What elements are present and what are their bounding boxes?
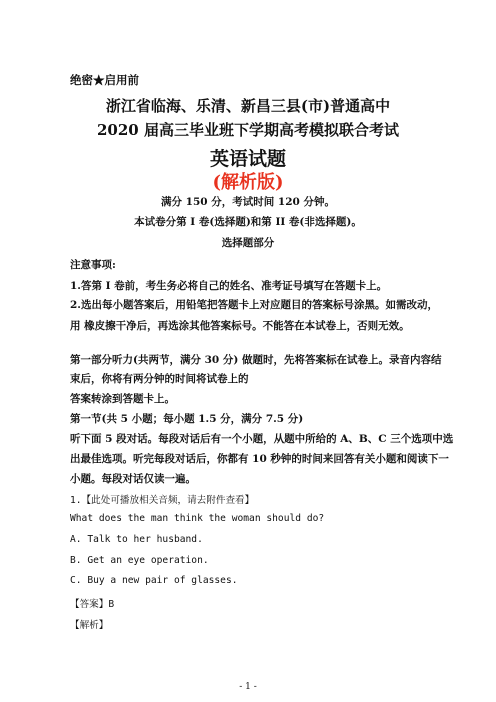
notes-item-2-line-1: 2.选出每小题答案后，用铅笔把答题卡上对应题目的答案标号涂黑。如需改动， — [70, 299, 438, 311]
question-1-number: 1.【此处可播放相关音频，请去附件查看】 — [70, 495, 255, 506]
section1-heading: 第一节(共 5 小题；每小题 1.5 分，满分 7.5 分) — [70, 413, 304, 425]
instructions-line-2: 出最佳选项。听完每段对话后，你都有 10 秒钟的时间来回答有关小题和阅读下一 — [70, 453, 449, 465]
question-1-stem: What does the man think the woman should do? — [70, 513, 325, 524]
notes-item-1: 1.答第 I 卷前，考生务必将自己的姓名、准考证号填写在答题卡上。 — [70, 280, 388, 292]
part1-intro-line-1: 第一部分听力(共两节，满分 30 分) 做题时，先将答案标在试卷上。录音内容结 — [70, 354, 442, 366]
subject-title: 英语试题 — [209, 148, 286, 170]
question-1-option-c: C. Buy a new pair of glasses. — [70, 575, 238, 586]
question-1-option-a: A. Talk to her husband. — [70, 534, 203, 545]
question-1-option-b: B. Get an eye operation. — [70, 555, 209, 566]
instructions-line-3: 小题。每段对话仅读一遍。 — [70, 473, 196, 485]
page-number: - 1 - — [239, 682, 257, 692]
structure-text: 本试卷分第 I 卷(选择题)和第 II 卷(非选择题)。 — [134, 216, 362, 228]
notes-item-2-line-2: 用 橡皮擦干净后，再选涂其他答案标号。不能答在本试卷上，否则无效。 — [70, 320, 410, 332]
title-line-1: 浙江省临海、乐清、新昌三县(市)普通高中 — [105, 97, 391, 115]
section-label: 选择题部分 — [221, 237, 275, 249]
version-label: (解析版) — [212, 172, 284, 193]
title-line-2: 2020 届高三毕业班下学期高考模拟联合考试 — [97, 121, 399, 139]
question-1-analysis: 【解析】 — [70, 620, 109, 631]
part1-intro-line-2: 束后，你将有两分钟的时间将试卷上的 — [70, 373, 249, 385]
question-1-answer: 【答案】B — [70, 599, 115, 610]
notes-heading: 注意事项: — [70, 259, 116, 271]
instructions-line-1: 听下面 5 段对话。每段对话后有一个小题，从题中所给的 A、B、C 三个选项中选 — [70, 433, 454, 445]
confidential-label: 绝密★启用前 — [70, 73, 139, 87]
score-time-text: 满分 150 分，考试时间 120 分钟。 — [161, 196, 335, 208]
part1-intro-line-3: 答案转涂到答题卡上。 — [70, 393, 175, 405]
